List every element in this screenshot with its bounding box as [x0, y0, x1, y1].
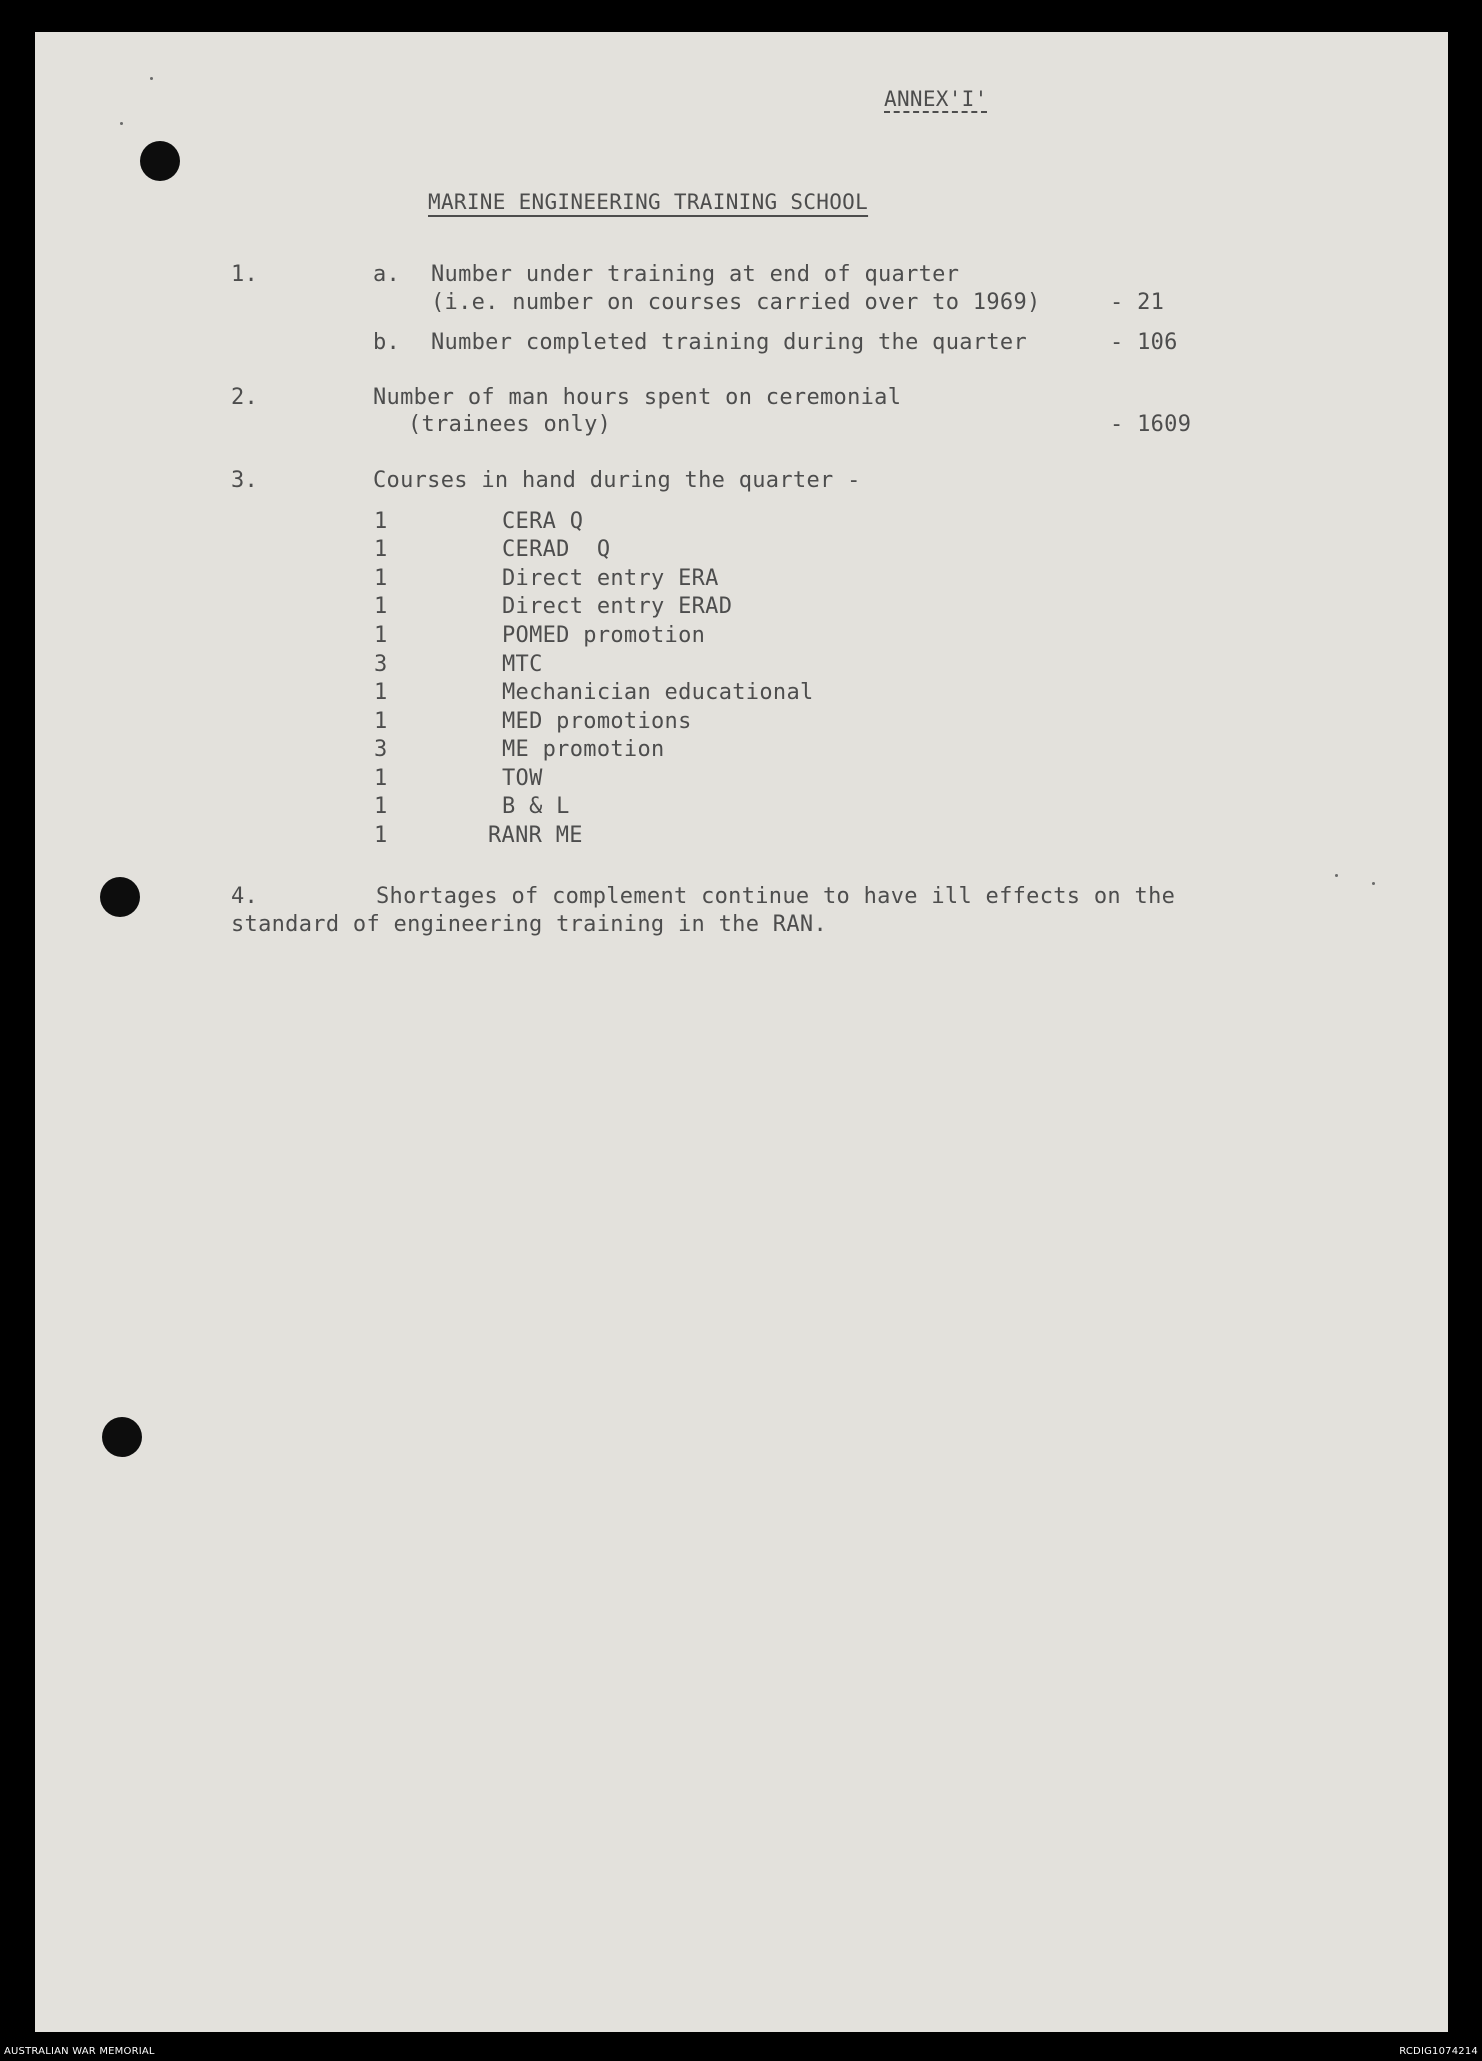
paper-speck: [1372, 882, 1375, 885]
course-count: 1: [374, 623, 388, 648]
footer-record-id: RCDIG1074214: [1399, 2046, 1478, 2057]
item-1b-letter: b.: [373, 330, 401, 355]
course-count: 1: [374, 594, 388, 619]
course-name: CERAD Q: [502, 537, 611, 562]
item-2-line2: (trainees only): [408, 412, 612, 437]
item-1a-letter: a.: [373, 262, 401, 287]
course-name: MED promotions: [502, 709, 692, 734]
course-count: 1: [374, 766, 388, 791]
course-count: 1: [374, 509, 388, 534]
punch-hole-middle: [100, 877, 140, 917]
course-name: CERA Q: [502, 509, 584, 534]
item-3-number: 3.: [231, 468, 259, 493]
item-1a-value: - 21: [1110, 290, 1165, 315]
item-1a-line1: Number under training at end of quarter: [431, 262, 960, 287]
course-count: 1: [374, 680, 388, 705]
course-count: 1: [374, 566, 388, 591]
course-count: 1: [374, 709, 388, 734]
item-4-number: 4.: [231, 884, 259, 909]
paper-speck: [150, 77, 153, 80]
punch-hole-top: [140, 141, 180, 181]
course-name: MTC: [502, 652, 543, 677]
item-4-line2: standard of engineering training in the RAN.: [231, 912, 827, 937]
course-name: Direct entry ERA: [502, 566, 719, 591]
item-2-number: 2.: [231, 385, 259, 410]
course-name: Direct entry ERAD: [502, 594, 733, 619]
course-count: 1: [374, 794, 388, 819]
punch-hole-bottom: [102, 1417, 142, 1457]
course-name: POMED promotion: [502, 623, 706, 648]
paper-speck: [1335, 874, 1338, 877]
course-name: RANR ME: [488, 823, 583, 848]
item-1-number: 1.: [231, 262, 259, 287]
paper-speck: [120, 122, 123, 125]
item-4-line1: Shortages of complement continue to have ill effects on the: [376, 884, 1176, 909]
item-1b-value: - 106: [1110, 330, 1178, 355]
item-1a-line2: (i.e. number on courses carried over to 1969): [431, 290, 1041, 315]
course-count: 1: [374, 537, 388, 562]
item-2-value: - 1609: [1110, 412, 1192, 437]
document-page: [35, 32, 1448, 2032]
course-name: Mechanician educational: [502, 680, 814, 705]
course-count: 3: [374, 737, 388, 762]
course-count: 3: [374, 652, 388, 677]
item-2-line1: Number of man hours spent on ceremonial: [373, 385, 902, 410]
item-3-text: Courses in hand during the quarter -: [373, 468, 861, 493]
course-count: 1: [374, 823, 388, 848]
course-name: B & L: [502, 794, 570, 819]
footer-archive-name: AUSTRALIAN WAR MEMORIAL: [4, 2046, 155, 2057]
course-name: ME promotion: [502, 737, 665, 762]
annex-label: ANNEX'I': [884, 87, 988, 111]
page-title: MARINE ENGINEERING TRAINING SCHOOL: [428, 190, 869, 214]
item-1b-line1: Number completed training during the quarter: [431, 330, 1027, 355]
course-name: TOW: [502, 766, 543, 791]
